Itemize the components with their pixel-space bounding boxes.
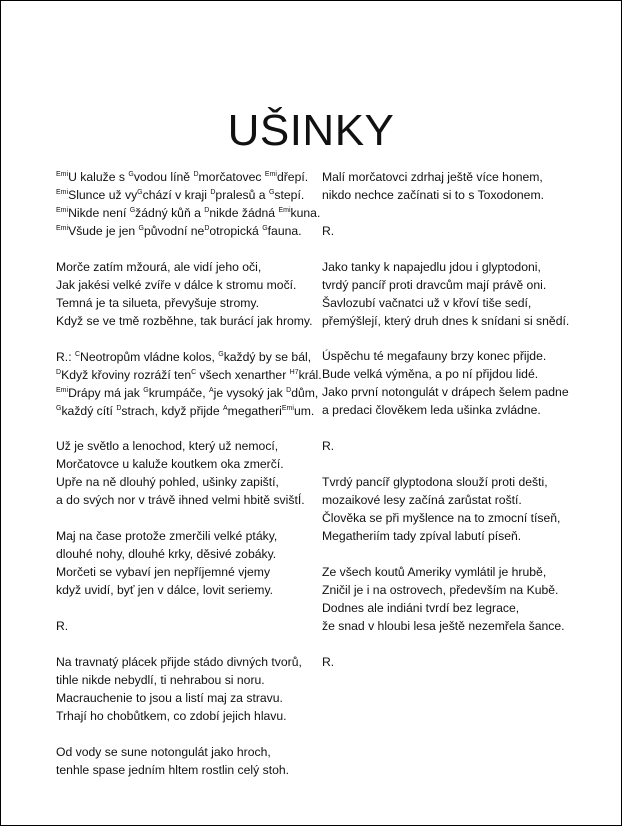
lyric-text: Jako tanky k napajedlu jdou i glyptodoni, [322, 259, 541, 274]
lyric-line [322, 581, 569, 599]
lyric-line [56, 437, 322, 455]
chord-label: G [137, 189, 143, 196]
lyric-line [56, 186, 322, 204]
lyric-text: Zničil je i na ostrovech, především na Kubě. [322, 582, 559, 597]
stanza [56, 437, 322, 509]
lyric-line [56, 473, 322, 491]
lyric-text: mozaikové lesy začíná zarůstat roští. [322, 492, 522, 507]
lyric-text: žádný kůň a [135, 206, 205, 220]
lyric-text: dům, [291, 385, 319, 400]
chord-label: D [56, 368, 62, 376]
chord-label: G [262, 225, 268, 232]
lyric-text: tihle nikde nebydlí, ti nehrabou si noru. [56, 672, 265, 687]
lyric-text: morčatovec [198, 170, 265, 184]
lyric-line [56, 545, 322, 563]
lyric-line [56, 689, 322, 707]
lyric-text: Morčatovce u kaluže koutkem oka zmerčí. [56, 457, 284, 472]
lyric-text: Bude velká výměna, a po ní přijdou lidé. [322, 367, 539, 382]
lyric-text: R. [56, 618, 69, 633]
lyric-line [322, 168, 569, 186]
lyric-text: vodou líně [133, 170, 194, 184]
lyric-text: Tvrdý pancíř glyptodona slouží proti dešti, [322, 474, 548, 489]
chord-label: G [138, 225, 144, 232]
lyric-text: a predaci člověkem leda ušinka zvládne. [322, 403, 541, 418]
lyric-text: původní ne [143, 224, 205, 238]
lyric-text: Od vody se sune notongulát jako hroch, [56, 744, 271, 759]
lyric-text: Šavlozubí vačnatci už v křoví tiše sedí, [322, 295, 532, 310]
left-column [56, 168, 322, 779]
lyric-line [322, 527, 569, 545]
lyric-line [322, 312, 569, 330]
lyric-text: Morče zatím mžourá, ale vidí jeho oči, [56, 259, 262, 274]
chord-label: D [193, 171, 199, 178]
chord-label: A [223, 404, 228, 412]
lyric-line [322, 599, 569, 617]
lyric-text: Jak jakési velké zvíře v dálce k stromu močí. [56, 277, 297, 292]
right-column [322, 168, 569, 671]
chord-label: Emi [56, 171, 69, 178]
lyric-text: Ze všech koutů Ameriky vymlátil je hrubě, [322, 564, 547, 579]
stanza [322, 168, 569, 204]
lyric-line [56, 761, 322, 779]
lyric-text: každý by se bál, [223, 349, 312, 364]
stanza [56, 527, 322, 599]
chord-label: G [56, 404, 62, 412]
lyric-line [56, 491, 322, 509]
lyric-text: když uvidí, byť jen v dálce, lovit seriemy. [56, 583, 274, 598]
lyric-text: je vysoký jak [213, 385, 287, 400]
lyric-line [322, 563, 569, 581]
stanza [322, 437, 569, 455]
chord-label: Emi [278, 207, 291, 214]
chord-label: G [143, 386, 149, 394]
stanza [56, 258, 322, 330]
lyric-text: Úspěchu té megafauny brzy konec přijde. [322, 349, 547, 364]
lyric-text: nikdo nechce začínati si to s Toxodonem. [322, 188, 544, 202]
lyric-line [322, 383, 569, 401]
stanza [56, 617, 322, 635]
stanza-gap [56, 330, 322, 348]
lyric-text: a do svých nor v trávě ihned velmi hbitě svištÍ. [56, 493, 305, 508]
chord-label: D [204, 225, 210, 232]
lyric-line [56, 617, 322, 635]
chord-label: C [191, 368, 197, 376]
stanza-gap [322, 204, 569, 222]
stanza [322, 258, 569, 330]
stanza [322, 653, 569, 671]
lyric-text: Trhají ho chobůtkem, co zdobí jejich hlavu. [56, 708, 287, 723]
chord-label: D [116, 404, 122, 412]
chord-label: Emi [264, 171, 277, 178]
lyric-text: chází v kraji [142, 188, 211, 202]
stanza [56, 348, 322, 420]
lyric-text: Morčeti se vybaví jen nepříjemné vjemy [56, 565, 271, 580]
lyric-text: tenhle spase jedním hltem rostlin celý stoh. [56, 762, 290, 777]
lyric-line [56, 707, 322, 725]
lyric-text: Megatheriím tady zpíval labutí píseň. [322, 528, 522, 543]
lyric-line [56, 276, 322, 294]
chord-label: A [209, 386, 214, 394]
chord-label: G [268, 189, 275, 196]
lyric-text: dřepí. [276, 170, 309, 184]
lyric-text: Neotropům vládne kolos, [80, 349, 219, 364]
lyric-text: Nikde není [68, 206, 130, 220]
lyric-line [322, 473, 569, 491]
lyric-text: Macrauchenie to jsou a listí maj za stravu. [56, 690, 283, 705]
stanza [322, 563, 569, 635]
lyric-text: Jako první notongulát v drápech šelem padne [322, 385, 569, 400]
lyric-line [56, 312, 322, 330]
chord-label: D [204, 207, 210, 214]
lyric-line [56, 348, 322, 366]
lyric-line [56, 653, 322, 671]
lyric-line [56, 384, 322, 402]
lyric-text: pralesů a [215, 188, 269, 202]
lyric-line [322, 365, 569, 383]
chord-label: G [128, 171, 134, 178]
lyric-text: Když křoviny rozráží ten [61, 367, 192, 382]
lyric-text: Slunce už vy [68, 188, 138, 202]
stanza-gap [322, 330, 569, 348]
lyric-text: král. [298, 367, 322, 382]
song-title: UŠINKY [227, 106, 395, 156]
stanza-gap [56, 240, 322, 258]
lyric-line [56, 743, 322, 761]
lyric-line [56, 258, 322, 276]
lyric-text: že snad v hloubi lesa ještě nezemřela šance. [322, 618, 565, 633]
lyric-line [322, 186, 569, 204]
lyric-text: tvrdý pancíř proti dravcům mají právě oni. [322, 277, 547, 292]
lyric-line [56, 294, 322, 312]
lyric-line [56, 402, 322, 420]
lyric-text: Dodnes ale indiáni tvrdí bez legrace, [322, 600, 520, 615]
lyric-text: otropická [209, 224, 263, 238]
lyric-text: Člověka se při myšlence na to zmocní tíseň, [322, 510, 561, 525]
lyric-text: Maj na čase protože zmerčili velké ptáky, [56, 529, 278, 544]
lyric-line [56, 366, 322, 384]
lyric-text: nikde žádná [209, 206, 279, 220]
lyric-text: dlouhé nohy, dlouhé krky, děsivé zobáky. [56, 547, 277, 562]
lyric-line [322, 347, 569, 365]
chord-label: D [286, 386, 292, 394]
lyric-line [56, 581, 322, 599]
stanza-gap [56, 725, 322, 743]
chord-label: G [129, 207, 136, 214]
stanza [56, 653, 322, 725]
stanza-gap [56, 599, 322, 617]
lyric-text: Už je světlo a lenochod, který už nemocí, [56, 439, 279, 454]
lyric-line [56, 455, 322, 473]
lyric-line [322, 617, 569, 635]
lyric-text: Když se ve tmě rozběhne, tak burácí jak hromy. [56, 313, 313, 328]
lyric-text: Všude je jen [68, 224, 139, 238]
lyric-text: stepí. [274, 188, 305, 202]
lyric-line [56, 671, 322, 689]
lyric-text: kuna. [290, 206, 321, 220]
stanza-gap [322, 419, 569, 437]
chord-label: G [218, 350, 224, 358]
lyric-text: U kaluže s [68, 170, 129, 184]
lyric-text: fauna. [267, 224, 302, 238]
lyric-line [322, 509, 569, 527]
chord-label: H7 [289, 368, 299, 376]
stanza [56, 168, 322, 240]
chord-label: Emi [56, 225, 69, 232]
lyric-text: R. [322, 439, 335, 454]
chord-label: D [210, 189, 216, 196]
chord-label: Emi [56, 189, 69, 196]
stanza-gap [322, 455, 569, 473]
stanza-gap [322, 545, 569, 563]
stanza-gap [322, 240, 569, 258]
lyric-text: strach, když přijde [121, 403, 223, 418]
stanza [322, 347, 569, 419]
lyric-line [56, 204, 322, 222]
lyric-text: R. [322, 654, 335, 669]
lyric-text: um. [293, 403, 315, 418]
chord-label: Emi [56, 207, 69, 214]
stanza [322, 473, 569, 545]
chord-label: Emi [281, 404, 294, 412]
chord-label: Emi [56, 386, 69, 394]
stanza [322, 222, 569, 240]
lyric-line [322, 653, 569, 671]
lyric-line [322, 276, 569, 294]
stanza-gap [56, 635, 322, 653]
lyric-text: krumpáče, [148, 385, 209, 400]
lyric-line [56, 563, 322, 581]
lyric-line [56, 222, 322, 240]
lyric-line [322, 491, 569, 509]
lyric-text: Na travnatý plácek přijde stádo divných tvorů, [56, 654, 302, 669]
lyric-line [322, 294, 569, 312]
stanza [56, 743, 322, 779]
lyric-line [322, 437, 569, 455]
lyric-line [56, 168, 322, 186]
lyric-text: Upře na ně dlouhý pohled, ušinky zapiští, [56, 475, 279, 490]
chord-label: C [74, 350, 81, 358]
lyric-text: Temná je ta silueta, převyšuje stromy. [56, 295, 259, 310]
lyric-line [56, 527, 322, 545]
lyric-line [322, 401, 569, 419]
lyric-line [322, 222, 569, 240]
lyric-text: přemýšlejí, který druh dnes k snídani si snědí. [322, 313, 570, 328]
lyric-text: R. [322, 223, 335, 238]
stanza-gap [56, 420, 322, 438]
lyric-text: každý cítí [61, 403, 117, 418]
stanza-gap [322, 635, 569, 653]
lyric-text: Malí morčatovci zdrhaj ještě více honem, [322, 170, 543, 184]
lyric-line [322, 258, 569, 276]
lyric-text: všech xenarther [196, 367, 290, 382]
lyric-text: Drápy má jak [68, 385, 144, 400]
lyric-text: R.: [56, 349, 75, 364]
stanza-gap [56, 509, 322, 527]
lyric-text: megatheri [227, 403, 282, 418]
